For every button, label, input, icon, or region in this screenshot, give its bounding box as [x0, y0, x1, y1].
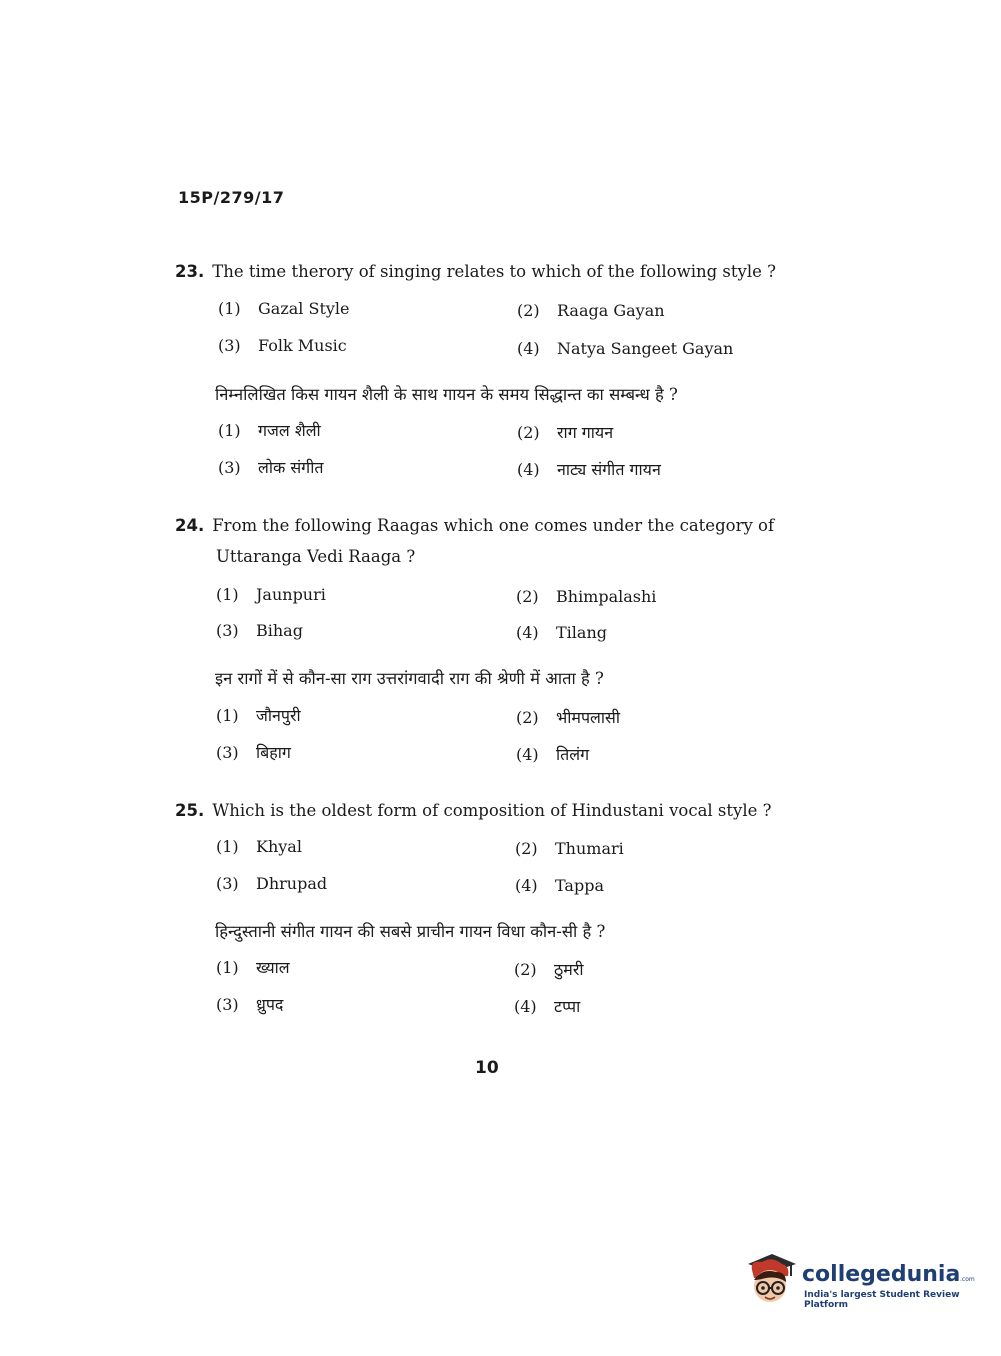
option-en: [216, 837, 302, 857]
option-number: (2): [517, 423, 540, 442]
option-number: (3): [218, 336, 241, 355]
logo-tagline: India's largest Student Review Platform: [804, 1290, 960, 1310]
option-text: Tilang: [556, 623, 607, 642]
option-text: जौनपुरी: [256, 706, 301, 725]
option-text: भीमपलासी: [556, 708, 621, 727]
option-number: (2): [517, 301, 540, 320]
option-text: Bihag: [256, 621, 303, 640]
option-hi: [514, 997, 580, 1017]
option-text: नाट्य संगीत गायन: [557, 460, 661, 479]
option-text: Jaunpuri: [256, 585, 326, 604]
option-text: लोक संगीत: [258, 458, 324, 477]
option-text: Natya Sangeet Gayan: [557, 339, 734, 358]
page-number: 10: [475, 1058, 499, 1078]
option-number: (3): [216, 995, 239, 1014]
option-number: (3): [216, 743, 239, 762]
option-text: Dhrupad: [256, 874, 328, 893]
option-hi: [216, 743, 291, 763]
option-en: [516, 587, 656, 607]
option-text: ठुमरी: [554, 960, 584, 979]
question-line-2: Uttaranga Vedi Raaga ?: [216, 547, 416, 566]
option-text: ध्रुपद: [256, 995, 284, 1014]
option-text: Khyal: [256, 837, 302, 856]
option-en: [216, 585, 326, 605]
option-text: Folk Music: [258, 336, 347, 355]
question-text: [175, 516, 774, 536]
option-number: (2): [516, 587, 539, 606]
option-en: [216, 621, 303, 641]
option-number: (1): [216, 958, 239, 977]
question-text-hindi: हिन्दुस्तानी संगीत गायन की सबसे प्राचीन गायन विधा कौन-सी है ?: [215, 922, 606, 941]
option-text: Thumari: [555, 839, 624, 858]
option-number: (1): [216, 706, 239, 725]
question-text-hindi: इन रागों में से कौन-सा राग उत्तरांगवादी राग की श्रेणी में आता है ?: [215, 669, 604, 688]
option-hi: [517, 423, 613, 443]
collegedunia-logo: [742, 1250, 975, 1310]
question-number: 24.: [175, 516, 205, 535]
option-text: बिहाग: [256, 743, 291, 762]
option-number: (4): [515, 876, 538, 895]
option-text: Gazal Style: [258, 299, 350, 318]
option-hi: [216, 706, 301, 726]
option-text: राग गायन: [557, 423, 614, 442]
option-number: (4): [517, 460, 540, 479]
logo-name: collegedunia: [802, 1262, 961, 1287]
option-hi: [216, 958, 290, 978]
option-number: (4): [516, 745, 539, 764]
option-hi: [216, 995, 283, 1015]
option-hi: [514, 960, 584, 980]
option-text: टप्पा: [554, 997, 581, 1016]
option-number: (3): [216, 874, 239, 893]
option-en: [517, 301, 665, 321]
option-number: (1): [216, 837, 239, 856]
option-hi: [516, 745, 589, 765]
paper-code: 15P/279/17: [178, 188, 285, 207]
option-en: [218, 336, 347, 356]
option-en: [517, 339, 733, 359]
question-text: [175, 262, 776, 282]
option-en: [216, 874, 327, 894]
option-text: Tappa: [555, 876, 604, 895]
option-hi: [517, 460, 661, 480]
option-text: तिलंग: [556, 745, 590, 764]
option-en: [218, 299, 350, 319]
option-hi: [516, 708, 620, 728]
option-number: (1): [218, 421, 241, 440]
option-hi: [218, 421, 321, 441]
option-number: (3): [218, 458, 241, 477]
option-text: Bhimpalashi: [556, 587, 657, 606]
option-en: [516, 623, 607, 643]
mascot-icon: [742, 1250, 800, 1310]
option-number: (4): [514, 997, 537, 1016]
option-number: (4): [517, 339, 540, 358]
option-text: गजल शैली: [258, 421, 321, 440]
option-hi: [218, 458, 323, 478]
question-text-hindi: निम्नलिखित किस गायन शैली के साथ गायन के समय सिद्धान्त का सम्बन्ध है ?: [215, 385, 678, 404]
option-number: (1): [218, 299, 241, 318]
option-text: Raaga Gayan: [557, 301, 665, 320]
option-number: (2): [515, 839, 538, 858]
option-number: (3): [216, 621, 239, 640]
question-line: From the following Raagas which one comes under the category of: [212, 516, 775, 535]
logo-suffix: .com: [960, 1276, 975, 1283]
option-en: [515, 839, 624, 859]
question-line: Which is the oldest form of composition of Hindustani vocal style ?: [212, 801, 772, 820]
question-text: [175, 801, 772, 821]
option-number: (4): [516, 623, 539, 642]
option-text: ख्याल: [256, 958, 290, 977]
option-number: (1): [216, 585, 239, 604]
option-en: [515, 876, 604, 896]
question-line: The time therory of singing relates to which of the following style ?: [212, 262, 776, 281]
question-number: 23.: [175, 262, 205, 281]
option-number: (2): [516, 708, 539, 727]
question-number: 25.: [175, 801, 205, 820]
option-number: (2): [514, 960, 537, 979]
